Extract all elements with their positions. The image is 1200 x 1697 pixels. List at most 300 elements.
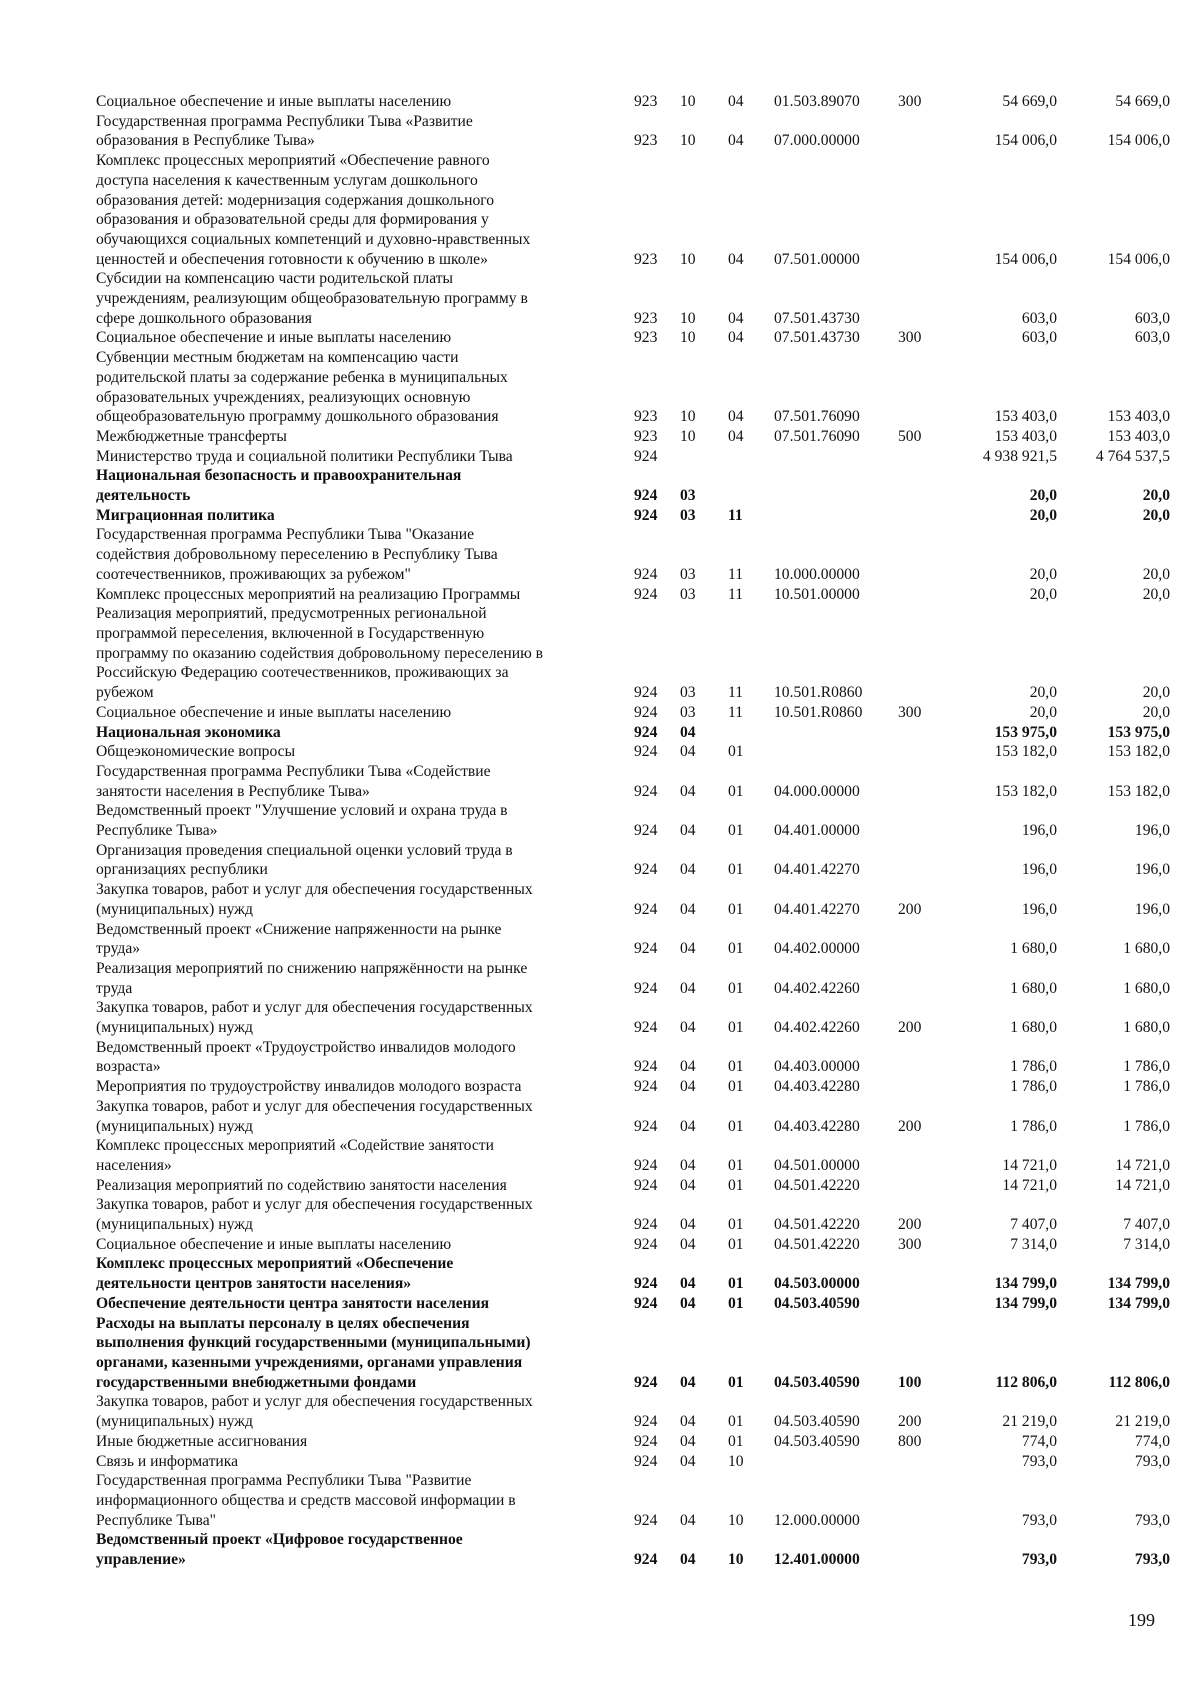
item-name: Связь и информатика [96,1452,238,1470]
expense-type-code [890,112,950,151]
item-name: Обеспечение деятельности центра занятости населения [96,1294,490,1312]
subsection-code: 01 [728,743,744,761]
section-code: 10 [680,93,696,110]
target-article-code: 12.000.00000 [774,1511,860,1529]
amount-year-2: 793,0 [1134,1511,1170,1529]
amount-year-2: 7 407,0 [1123,1216,1170,1234]
amount-year-2: 20,0 [1142,565,1170,583]
item-name: Социальное обеспечение и иные выплаты населению [96,703,452,721]
table-row [96,1235,1176,1255]
budget-table [96,92,1176,1570]
ministry-code: 924 [634,565,658,583]
amount-year-1: 196,0 [1021,822,1057,840]
section-code: 04 [680,1156,696,1174]
table-row [96,1077,1176,1097]
target-article-code [774,723,890,743]
subsection-code: 04 [728,329,744,347]
table-row [96,506,1176,526]
ministry-code: 924 [634,585,658,603]
subsection-code: 01 [728,1058,744,1076]
table-row [96,998,1176,1037]
expense-type-code: 200 [898,900,922,918]
target-article-code: 04.401.00000 [774,822,860,840]
section-code: 04 [680,822,696,840]
table-row [96,1530,1176,1569]
expense-type-code [890,1452,950,1472]
table-row [96,1136,1176,1175]
table-row [96,742,1176,762]
item-name: Закупка товаров, работ и услуг для обеспечения государственных (муниципальных) нужд [96,1097,533,1135]
amount-year-2: 20,0 [1142,487,1170,505]
section-code: 03 [680,565,696,583]
subsection-code: 04 [728,309,744,327]
ministry-code: 923 [634,93,658,110]
ministry-code: 923 [634,132,658,150]
amount-year-1: 603,0 [1021,309,1057,327]
ministry-code: 924 [634,1413,658,1431]
target-article-code: 04.503.40590 [774,1373,860,1391]
section-code: 04 [680,1176,696,1194]
table-row [96,269,1176,328]
amount-year-2: 20,0 [1142,684,1170,702]
table-row [96,1254,1176,1293]
page-number: 199 [1128,1610,1155,1630]
table-row [96,1195,1176,1234]
table-row [96,920,1176,959]
target-article-code [774,1452,890,1472]
amount-year-1: 1 786,0 [1010,1117,1057,1135]
expense-type-code: 500 [898,427,922,445]
ministry-code: 924 [634,1452,658,1470]
ministry-code: 924 [634,684,658,702]
target-article-code: 07.000.00000 [774,132,860,150]
ministry-code: 924 [634,1551,658,1569]
item-name: Национальная безопасность и правоохранительная деятельность [96,467,462,505]
item-name: Государственная программа Республики Тыва "Оказание содействия добровольному переселению в Республику Тыва соотечественников, проживающих за рубежом" [96,526,498,583]
table-row [96,959,1176,998]
amount-year-1: 20,0 [1029,506,1057,524]
subsection-code: 11 [728,565,744,583]
amount-year-1: 134 799,0 [994,1294,1057,1312]
section-code: 04 [680,1551,696,1569]
section-code: 04 [680,782,696,800]
item-name: Государственная программа Республики Тыва «Развитие образования в Республике Тыва» [96,112,473,150]
expense-type-code [890,1176,950,1196]
item-name: Государственная программа Республики Тыва «Содействие занятости населения в Республике Тыва» [96,762,491,800]
item-name: Комплекс процессных мероприятий на реализацию Программы [96,585,521,603]
subsection-code: 01 [728,1117,744,1135]
expense-type-code [890,841,950,880]
expense-type-code [890,920,950,959]
ministry-code: 923 [634,408,658,426]
target-article-code: 04.503.40590 [774,1432,860,1450]
item-name: Закупка товаров, работ и услуг для обеспечения государственных (муниципальных) нужд [96,1196,533,1234]
item-name: Государственная программа Республики Тыва "Развитие информационного общества и средств массовой информации в Республике Тыва" [96,1472,516,1529]
ministry-code: 924 [634,900,658,918]
amount-year-2: 1 786,0 [1123,1117,1170,1135]
amount-year-1: 793,0 [1021,1452,1057,1470]
section-code: 04 [680,1058,696,1076]
amount-year-2: 112 806,0 [1108,1373,1170,1391]
subsection-code: 01 [728,861,744,879]
ministry-code: 923 [634,250,658,268]
target-article-code: 04.501.42220 [774,1176,860,1194]
amount-year-2: 153 182,0 [1107,743,1170,761]
amount-year-1: 153 182,0 [994,743,1057,761]
ministry-code: 924 [634,1216,658,1234]
subsection-code: 11 [728,585,744,603]
section-code: 10 [680,132,696,150]
expense-type-code [890,525,950,584]
amount-year-2: 1 680,0 [1123,940,1170,958]
subsection-code: 04 [728,250,744,268]
section-code: 04 [680,1511,696,1529]
subsection-code: 01 [728,1413,744,1431]
table-row [96,151,1176,269]
expense-type-code [890,604,950,703]
ministry-code: 924 [634,447,658,465]
expense-type-code [890,447,950,467]
expense-type-code [890,1530,950,1569]
expense-type-code: 300 [898,329,922,347]
expense-type-code [890,1077,950,1097]
amount-year-1: 54 669,0 [1002,93,1057,110]
section-code: 04 [680,1117,696,1135]
section-code: 03 [680,703,696,721]
subsection-code: 10 [728,1511,744,1529]
target-article-code: 07.501.43730 [774,329,860,347]
ministry-code: 924 [634,487,658,505]
item-name: Иные бюджетные ассигнования [96,1432,308,1450]
target-article-code: 04.403.00000 [774,1058,860,1076]
table-row [96,466,1176,505]
amount-year-2: 20,0 [1142,703,1170,721]
subsection-code [718,466,774,505]
ministry-code: 924 [634,703,658,721]
amount-year-1: 20,0 [1029,684,1057,702]
target-article-code: 04.503.40590 [774,1413,860,1431]
section-code: 04 [680,979,696,997]
subsection-code: 01 [728,1019,744,1037]
expense-type-code [890,466,950,505]
ministry-code: 924 [634,782,658,800]
amount-year-2: 134 799,0 [1107,1294,1170,1312]
table-row [96,92,1176,112]
target-article-code: 07.501.00000 [774,250,860,268]
section-code: 10 [680,329,696,347]
table-row [96,112,1176,151]
amount-year-1: 196,0 [1021,900,1057,918]
expense-type-code: 100 [898,1373,922,1391]
ministry-code: 924 [634,1373,658,1391]
target-article-code: 07.501.76090 [774,427,860,445]
target-article-code: 04.501.42220 [774,1216,860,1234]
ministry-code: 924 [634,1511,658,1529]
amount-year-2: 1 786,0 [1123,1058,1170,1076]
amount-year-1: 7 407,0 [1010,1216,1057,1234]
subsection-code: 01 [728,1235,744,1253]
amount-year-1: 153 403,0 [994,408,1057,426]
ministry-code: 924 [634,1058,658,1076]
item-name: Межбюджетные трансферты [96,427,287,445]
amount-year-2: 20,0 [1142,585,1170,603]
amount-year-2: 1 680,0 [1123,979,1170,997]
section-code: 04 [680,1413,696,1431]
expense-type-code [890,959,950,998]
amount-year-1: 774,0 [1021,1432,1057,1450]
amount-year-1: 134 799,0 [994,1275,1057,1293]
item-name: Мероприятия по трудоустройству инвалидов молодого возраста [96,1078,522,1096]
table-row [96,328,1176,348]
ministry-code: 924 [634,1078,658,1096]
amount-year-1: 1 786,0 [1010,1058,1057,1076]
subsection-code: 01 [728,940,744,958]
amount-year-1: 20,0 [1029,585,1057,603]
target-article-code: 10.501.R0860 [774,684,863,702]
subsection-code: 01 [728,1294,744,1312]
amount-year-2: 1 786,0 [1123,1078,1170,1096]
expense-type-code: 200 [898,1019,922,1037]
amount-year-2: 153 975,0 [1107,723,1170,741]
subsection-code: 04 [728,93,744,110]
table-row [96,703,1176,723]
table-row [96,1038,1176,1077]
table-row [96,447,1176,467]
section-code: 04 [680,940,696,958]
target-article-code: 04.402.42260 [774,979,860,997]
ministry-code: 924 [634,861,658,879]
amount-year-2: 793,0 [1134,1551,1170,1569]
table-row [96,762,1176,801]
amount-year-1: 20,0 [1029,487,1057,505]
subsection-code: 01 [728,1275,744,1293]
item-name: Социальное обеспечение и иные выплаты населению [96,93,452,110]
amount-year-1: 153 403,0 [994,427,1057,445]
target-article-code [774,506,890,526]
expense-type-code: 300 [898,93,922,110]
expense-type-code [890,269,950,328]
target-article-code: 04.403.42280 [774,1117,860,1135]
amount-year-1: 20,0 [1029,565,1057,583]
ministry-code: 923 [634,427,658,445]
item-name: Комплекс процессных мероприятий «Обеспечение равного доступа населения к качественным услугам дошкольного образования детей: модернизация содержания дошкольного образования и образовательной среды для формирования у обучающихся социальных компетенций и духовно-нравственных ценностей и обеспечения готовности к обучению в школе» [96,152,531,268]
section-code: 04 [680,723,696,741]
expense-type-code [890,585,950,605]
ministry-code: 923 [634,309,658,327]
item-name: Социальное обеспечение и иные выплаты населению [96,329,452,347]
section-code: 04 [680,1078,696,1096]
ministry-code: 924 [634,1156,658,1174]
item-name: Ведомственный проект "Улучшение условий и охрана труда в Республике Тыва» [96,802,508,840]
table-row [96,841,1176,880]
table-row [96,427,1176,447]
ministry-code: 924 [634,940,658,958]
section-code: 10 [680,408,696,426]
target-article-code: 04.503.00000 [774,1275,860,1293]
section-code: 04 [680,1019,696,1037]
target-article-code: 04.501.00000 [774,1156,860,1174]
target-article-code: 04.402.42260 [774,1019,860,1037]
expense-type-code [890,1136,950,1175]
section-code: 04 [680,1432,696,1450]
target-article-code: 04.401.42270 [774,900,860,918]
table-row [96,1392,1176,1431]
subsection-code: 10 [728,1551,744,1569]
ministry-code: 924 [634,1019,658,1037]
target-article-code: 07.501.43730 [774,309,860,327]
table-row [96,1432,1176,1452]
expense-type-code [890,348,950,427]
target-article-code: 10.501.00000 [774,585,860,603]
amount-year-1: 14 721,0 [1002,1176,1057,1194]
expense-type-code: 200 [898,1117,922,1135]
table-row [96,880,1176,919]
item-name: Реализация мероприятий, предусмотренных региональной программой переселения, включенной в Государственную программу по оказанию содействия добровольному переселению в Российскую Федерацию соотечественников, проживающих за рубежом [96,605,544,702]
expense-type-code: 800 [898,1432,922,1450]
amount-year-1: 154 006,0 [994,132,1057,150]
expense-type-code: 300 [898,1235,922,1253]
table-row [96,1471,1176,1530]
subsection-code: 01 [728,900,744,918]
amount-year-1: 793,0 [1021,1551,1057,1569]
item-name: Ведомственный проект «Цифровое государственное управление» [96,1531,463,1569]
ministry-code: 924 [634,1176,658,1194]
subsection-code: 01 [728,1373,744,1391]
item-name: Ведомственный проект «Трудоустройство инвалидов молодого возраста» [96,1038,516,1076]
amount-year-2: 54 669,0 [1115,93,1170,110]
table-row [96,585,1176,605]
subsection-code: 11 [728,506,743,524]
section-code: 04 [680,900,696,918]
table-row [96,604,1176,703]
expense-type-code [890,723,950,743]
target-article-code: 01.503.89070 [774,93,860,110]
section-code [674,447,718,467]
amount-year-2: 774,0 [1134,1432,1170,1450]
expense-type-code [890,1294,950,1314]
amount-year-1: 793,0 [1021,1511,1057,1529]
ministry-code: 924 [634,1275,658,1293]
amount-year-1: 14 721,0 [1002,1156,1057,1174]
item-name: Реализация мероприятий по снижению напряжённости на рынке труда [96,959,528,997]
amount-year-1: 4 938 921,5 [982,447,1057,465]
ministry-code: 924 [634,1235,658,1253]
amount-year-1: 112 806,0 [995,1373,1057,1391]
amount-year-2: 603,0 [1134,329,1170,347]
section-code: 10 [680,250,696,268]
section-code: 04 [680,1452,696,1470]
amount-year-2: 153 403,0 [1107,427,1170,445]
target-article-code [774,742,890,762]
section-code: 03 [680,506,696,524]
expense-type-code [890,742,950,762]
item-name: Общеэкономические вопросы [96,743,296,761]
amount-year-2: 603,0 [1134,309,1170,327]
table-row [96,1294,1176,1314]
expense-type-code [890,1471,950,1530]
section-code: 04 [680,1275,696,1293]
target-article-code [774,447,890,467]
amount-year-1: 196,0 [1021,861,1057,879]
ministry-code: 924 [634,1432,658,1450]
amount-year-1: 603,0 [1021,329,1057,347]
amount-year-2: 20,0 [1142,506,1170,524]
item-name: Миграционная политика [96,506,275,524]
table-row [96,801,1176,840]
amount-year-2: 14 721,0 [1115,1156,1170,1174]
table-row [96,348,1176,427]
amount-year-2: 134 799,0 [1107,1275,1170,1293]
amount-year-1: 7 314,0 [1010,1235,1057,1253]
target-article-code: 12.401.00000 [774,1551,860,1569]
subsection-code [718,723,774,743]
item-name: Расходы на выплаты персоналу в целях обеспечения выполнения функций государственными (муниципальными) органами, казенными учреждениями, органами управления государственными внебюджетными фондами [96,1314,531,1391]
subsection-code: 01 [728,1078,744,1096]
ministry-code: 924 [634,822,658,840]
amount-year-2: 154 006,0 [1107,132,1170,150]
amount-year-2: 1 680,0 [1123,1019,1170,1037]
section-code: 03 [680,487,696,505]
amount-year-2: 793,0 [1134,1452,1170,1470]
amount-year-2: 21 219,0 [1115,1413,1170,1431]
section-code: 10 [680,427,696,445]
subsection-code: 01 [728,979,744,997]
item-name: Закупка товаров, работ и услуг для обеспечения государственных (муниципальных) нужд [96,881,533,918]
ministry-code: 924 [634,743,658,761]
expense-type-code [890,151,950,269]
amount-year-2: 4 764 537,5 [1095,447,1170,465]
target-article-code: 04.403.42280 [774,1078,860,1096]
item-name: Субвенции местным бюджетам на компенсацию части родительской платы за содержание ребенка в муниципальных образовательных учреждениях, реализующих основную общеобразовательную программу дошкольного образования [96,349,508,426]
subsection-code: 11 [728,703,744,721]
budget-table-page [96,92,1176,1570]
amount-year-1: 153 975,0 [994,723,1057,741]
section-code: 04 [680,1373,696,1391]
subsection-code: 01 [728,1432,744,1450]
subsection-code: 01 [728,1216,744,1234]
amount-year-2: 14 721,0 [1115,1176,1170,1194]
amount-year-2: 7 314,0 [1123,1235,1170,1253]
target-article-code: 07.501.76090 [774,408,860,426]
section-code: 04 [680,861,696,879]
table-row [96,1176,1176,1196]
item-name: Комплекс процессных мероприятий «Обеспечение деятельности центров занятости населения» [96,1255,454,1293]
table-row [96,525,1176,584]
amount-year-1: 20,0 [1029,703,1057,721]
expense-type-code [890,506,950,526]
expense-type-code: 200 [898,1413,922,1431]
table-row [96,723,1176,743]
item-name: Закупка товаров, работ и услуг для обеспечения государственных (муниципальных) нужд [96,1393,533,1431]
section-code: 04 [680,1216,696,1234]
expense-type-code [890,762,950,801]
section-code: 03 [680,585,696,603]
item-name: Министерство труда и социальной политики Республики Тыва [96,447,513,465]
section-code: 04 [680,1294,696,1312]
target-article-code: 04.501.42220 [774,1235,860,1253]
subsection-code: 10 [728,1452,744,1470]
amount-year-2: 196,0 [1134,900,1170,918]
item-name: Организация проведения специальной оценки условий труда в организациях республики [96,841,513,879]
target-article-code: 04.402.00000 [774,940,860,958]
target-article-code: 04.000.00000 [774,782,860,800]
ministry-code: 924 [634,1117,658,1135]
subsection-code [718,447,774,467]
table-row [96,1314,1176,1393]
target-article-code: 04.401.42270 [774,861,860,879]
section-code: 04 [680,743,696,761]
expense-type-code [890,1254,950,1293]
